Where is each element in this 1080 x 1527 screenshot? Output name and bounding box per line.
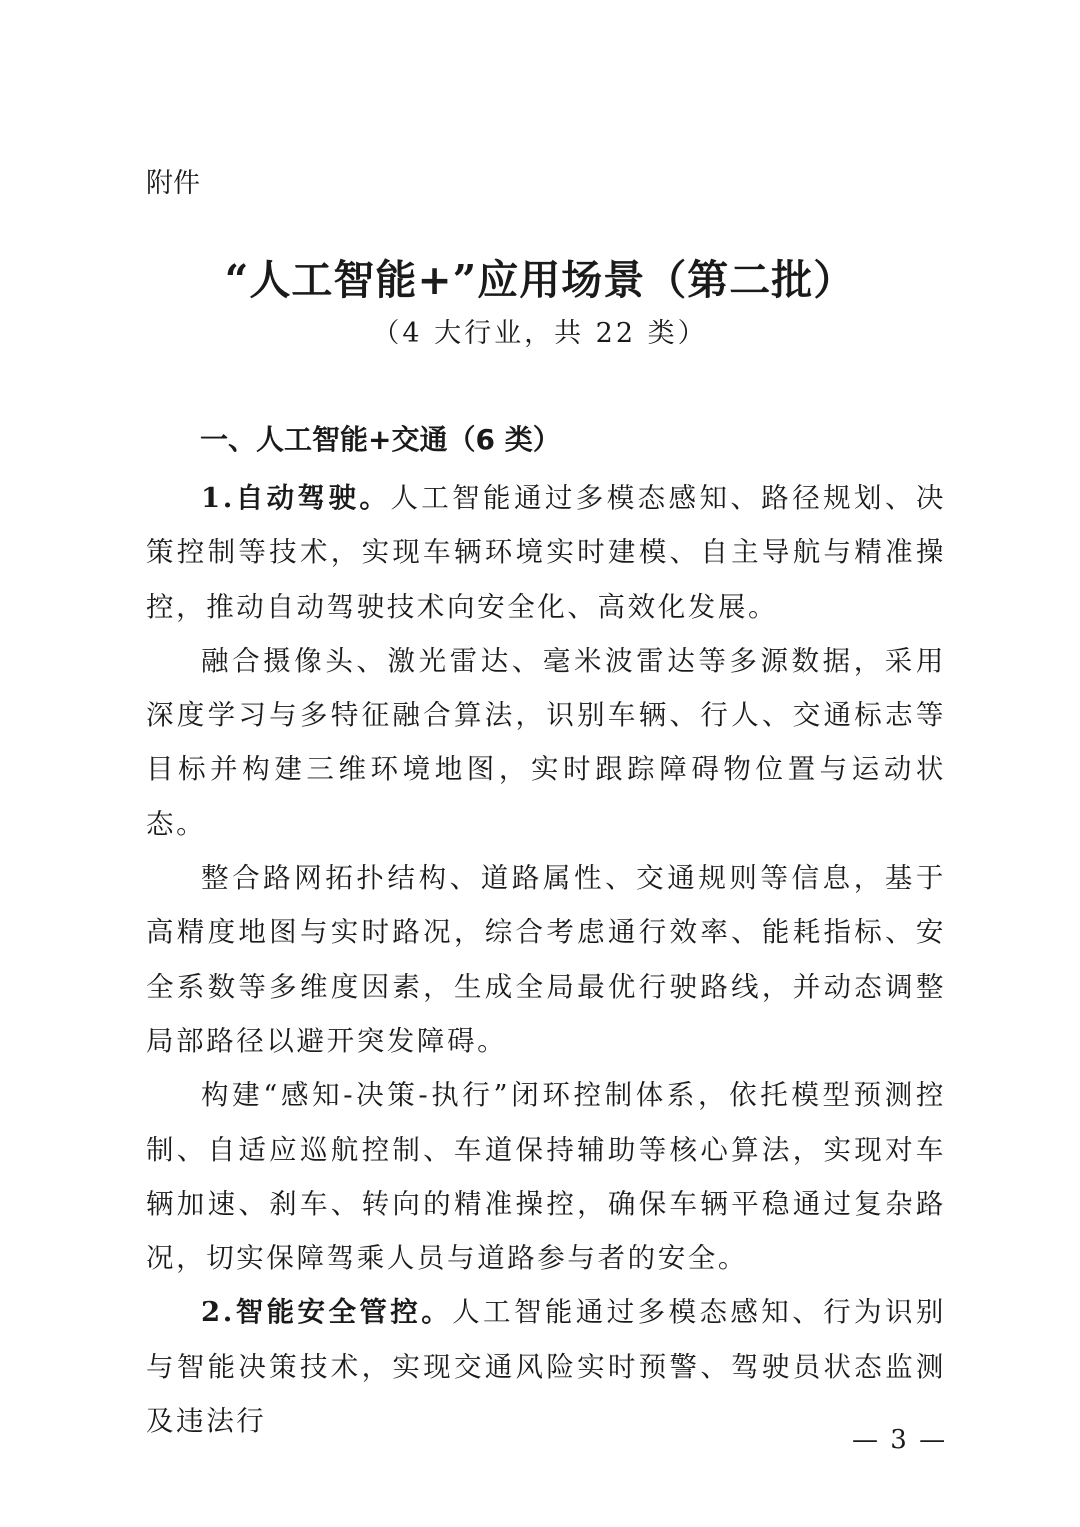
item-1-paragraph-2: 融合摄像头、激光雷达、毫米波雷达等多源数据，采用深度学习与多特征融合算法，识别车辆、行人、交通标志等目标并构建三维环境地图，实时跟踪障碍物位置与运动状态。 (146, 644, 946, 840)
page-number: — 3 — (852, 1425, 948, 1455)
body-text (146, 471, 946, 1448)
item-1-paragraph (146, 471, 946, 634)
item-2-paragraph (146, 1285, 946, 1448)
section-heading: 一、人工智能+交通（6 类） (200, 423, 561, 456)
item-2-intro: 人工智能通过多模态感知、行为识别与智能决策技术，实现交通风险实时预警、驾驶员状态监测及违法行 (146, 1296, 946, 1438)
document-subtitle: （4 大行业，共 22 类） (372, 318, 708, 349)
document-title: “人工智能+”应用场景（第二批） (224, 256, 856, 304)
item-1-intro: 人工智能通过多模态感知、路径规划、决策控制等技术，实现车辆环境实时建模、自主导航与精准操控，推动自动驾驶技术向安全化、高效化发展。 (146, 482, 946, 623)
item-1-title: 1.自动驾驶。 (201, 482, 391, 514)
item-2-title: 2.智能安全管控。 (201, 1296, 453, 1329)
attachment-label: 附件 (146, 168, 200, 199)
item-1-paragraph-4: 构建“感知-决策-执行”闭环控制体系，依托模型预测控制、自适应巡航控制、车道保持辅助等核心算法，实现对车辆加速、刹车、转向的精准操控，确保车辆平稳通过复杂路况，切实保障驾乘人员与道路参与者的安全。 (146, 1079, 946, 1275)
item-1-paragraph-3: 整合路网拓扑结构、道路属性、交通规则等信息，基于高精度地图与实时路况，综合考虑通行效率、能耗指标、安全系数等多维度因素，生成全局最优行驶路线，并动态调整局部路径以避开突发障碍。 (146, 862, 946, 1057)
